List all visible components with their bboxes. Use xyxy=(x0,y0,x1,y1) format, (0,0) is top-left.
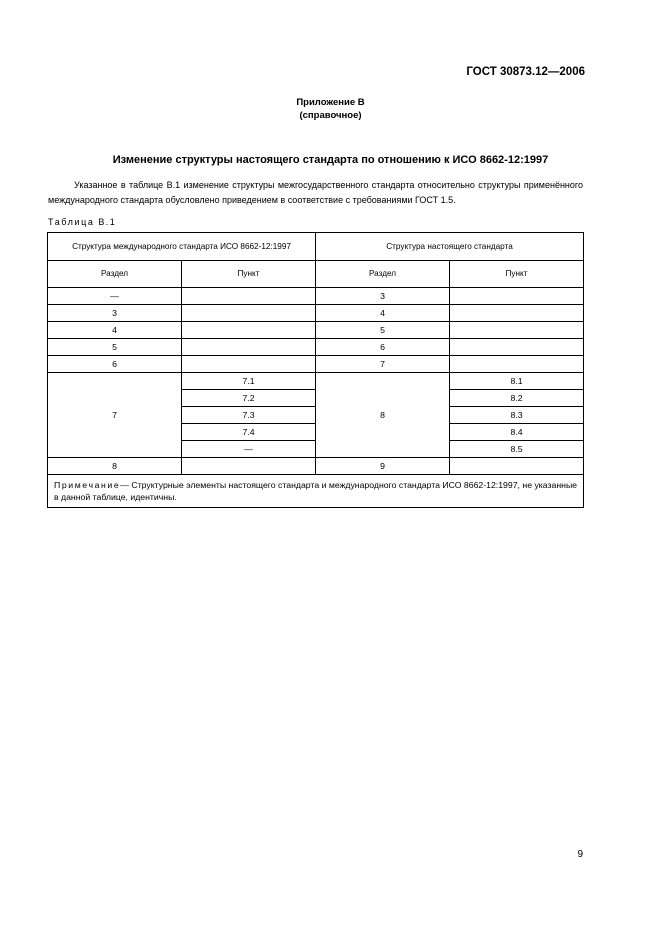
annex-title: Приложение В xyxy=(296,97,365,108)
table-note xyxy=(48,475,584,508)
gost-section-cell: 4 xyxy=(316,305,450,322)
note-label: Примечание xyxy=(54,480,121,490)
iso-section-cell: 8 xyxy=(48,458,182,475)
iso-item-cell: 7.4 xyxy=(182,424,316,441)
subheader-gost-section: Раздел xyxy=(316,261,450,288)
iso-item-cell: 7.1 xyxy=(182,373,316,390)
table-row xyxy=(48,288,584,305)
subheader-gost-item: Пункт xyxy=(450,261,584,288)
gost-item-cell xyxy=(450,322,584,339)
iso-item-cell xyxy=(182,305,316,322)
annex-heading xyxy=(0,96,661,122)
gost-section-cell: 8 xyxy=(316,373,450,458)
structure-comparison-table xyxy=(47,232,584,508)
subheader-iso-section: Раздел xyxy=(48,261,182,288)
gost-section-cell: 5 xyxy=(316,322,450,339)
iso-item-cell xyxy=(182,322,316,339)
iso-item-cell xyxy=(182,356,316,373)
gost-item-cell xyxy=(450,339,584,356)
gost-section-cell: 3 xyxy=(316,288,450,305)
iso-item-cell xyxy=(182,458,316,475)
gost-section-cell: 7 xyxy=(316,356,450,373)
table-label xyxy=(48,217,116,227)
header-iso-structure: Структура международного стандарта ИСО 8662-12:1997 xyxy=(48,233,316,261)
intro-paragraph: Указанное в таблице В.1 изменение структуры межгосударственного стандарта относительно структуры применённого международного стандарта обусловлено приведением в соответствие с требованиями ГОСТ 1.5. xyxy=(48,180,583,205)
table-subheader-row xyxy=(48,261,584,288)
document-code: ГОСТ 30873.12—2006 xyxy=(466,66,585,78)
table-note-row xyxy=(48,475,584,508)
gost-item-cell: 8.5 xyxy=(450,441,584,458)
iso-section-cell: 7 xyxy=(48,373,182,458)
table-row xyxy=(48,373,584,390)
iso-section-cell: 3 xyxy=(48,305,182,322)
subheader-iso-item: Пункт xyxy=(182,261,316,288)
gost-item-cell xyxy=(450,356,584,373)
header-gost-structure: Структура настоящего стандарта xyxy=(316,233,584,261)
iso-item-cell: 7.3 xyxy=(182,407,316,424)
gost-section-cell: 9 xyxy=(316,458,450,475)
gost-item-cell: 8.1 xyxy=(450,373,584,390)
iso-item-cell: 7.2 xyxy=(182,390,316,407)
iso-section-cell: 4 xyxy=(48,322,182,339)
iso-item-cell xyxy=(182,288,316,305)
iso-item-cell: — xyxy=(182,441,316,458)
gost-item-cell xyxy=(450,305,584,322)
annex-subtitle: (справочное) xyxy=(299,110,362,121)
table-label-number: В.1 xyxy=(98,217,117,227)
gost-item-cell: 8.2 xyxy=(450,390,584,407)
gost-item-cell xyxy=(450,458,584,475)
table-row xyxy=(48,305,584,322)
table-row xyxy=(48,322,584,339)
gost-item-cell: 8.3 xyxy=(450,407,584,424)
section-title: Изменение структуры настоящего стандарта по отношению к ИСО 8662-12:1997 xyxy=(112,154,549,166)
table-header-row xyxy=(48,233,584,261)
gost-section-cell: 6 xyxy=(316,339,450,356)
table-label-word: Таблица xyxy=(48,217,95,227)
table-row xyxy=(48,356,584,373)
gost-item-cell: 8.4 xyxy=(450,424,584,441)
page-number: 9 xyxy=(577,849,583,860)
table-row xyxy=(48,339,584,356)
iso-item-cell xyxy=(182,339,316,356)
iso-section-cell: — xyxy=(48,288,182,305)
iso-section-cell: 6 xyxy=(48,356,182,373)
note-text: — Структурные элементы настоящего стандарта и международного стандарта ИСО 8662-12:1997, не указанные в данной таблице, идентичны. xyxy=(54,480,578,502)
table-row xyxy=(48,458,584,475)
gost-item-cell xyxy=(450,288,584,305)
iso-section-cell: 5 xyxy=(48,339,182,356)
